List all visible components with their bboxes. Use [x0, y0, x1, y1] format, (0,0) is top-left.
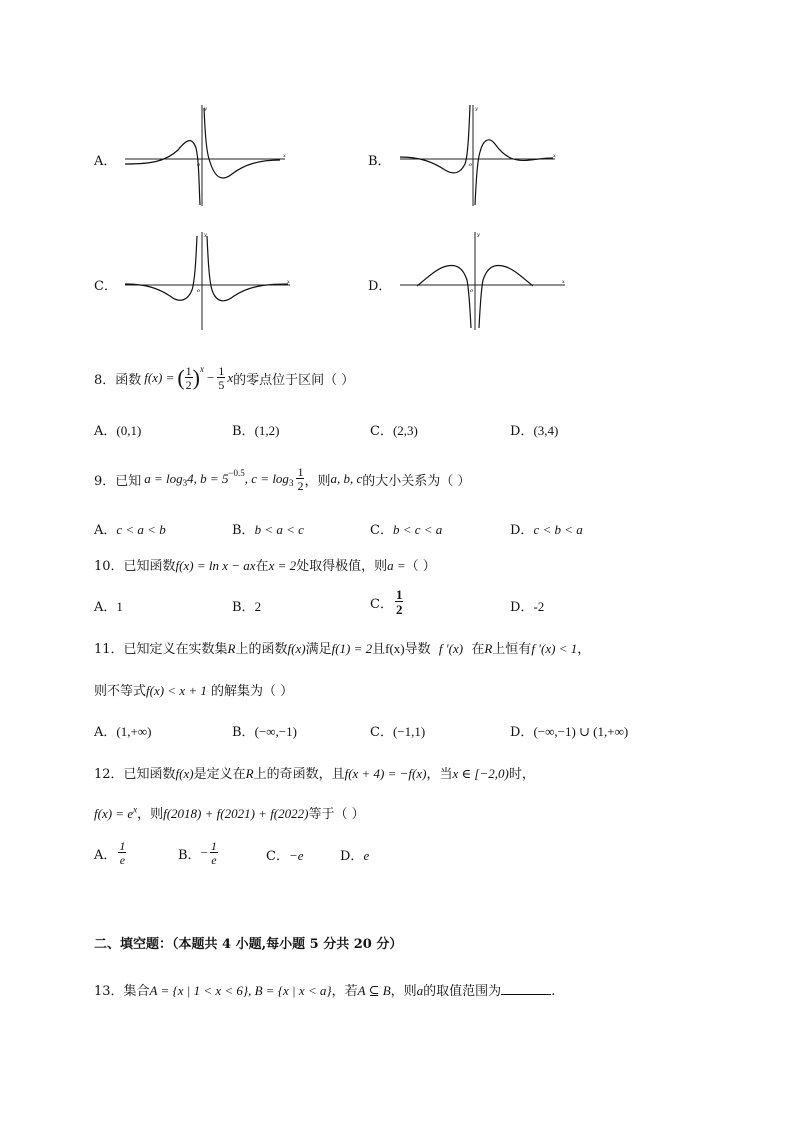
q12-stem-line2: $f(x) = e^x$，则f(2018) + f(2021) + f(2022)等于（ ）: [94, 804, 365, 822]
q11-option-c[interactable]: C．(−1,1): [370, 724, 426, 740]
q10-option-b[interactable]: B．2: [232, 599, 262, 615]
q10-stem: 10．已知函数f(x) = ln x − ax在x = 2处取得极值，则a =（ ）: [94, 558, 436, 574]
q8-fifth: $\frac{1}{5}$: [218, 364, 225, 392]
q9-a-def: a = log: [144, 471, 183, 486]
q7-a-x: x: [283, 153, 286, 159]
q9-tail2: 的大小关系为（ ）: [362, 473, 471, 489]
q7-b-origin: o: [469, 162, 473, 168]
q7-c-x: x: [287, 279, 290, 285]
q11-option-a[interactable]: A．(1,+∞): [94, 724, 152, 740]
q12-option-c[interactable]: C．−e: [266, 848, 304, 864]
q7-c-origin: o: [197, 288, 201, 294]
q11-stem-line2: 则不等式f(x) < x + 1 的解集为（ ）: [94, 683, 294, 699]
q7-c-y: y: [204, 232, 207, 238]
q7-a-origin: o: [197, 162, 201, 168]
q9-vars: a, b, c: [330, 471, 363, 486]
q7-option-b-label[interactable]: B．: [368, 154, 391, 169]
q7-d-y: y: [477, 232, 480, 238]
q10-option-a[interactable]: A．1: [94, 599, 123, 615]
q10-func: f(x) = ln x − ax: [175, 558, 256, 573]
q9-stem: [94, 462, 470, 496]
q8-stem: 8．函数 f(x) = ( $\frac{1}{2}$ ) x − $\frac{1}{5}$ x 的零点位于区间（ ）: [94, 364, 355, 392]
q7-option-c-label[interactable]: C．: [94, 279, 117, 294]
q8-minus: −: [207, 370, 215, 385]
q9-option-d[interactable]: D．c < b < a: [510, 522, 583, 538]
q9-number: 9．已知: [94, 473, 142, 489]
q9-a-base: 3: [182, 478, 188, 488]
q9-option-c[interactable]: C．b < c < a: [370, 522, 443, 538]
q7-a-y: y: [204, 106, 207, 112]
q9-a-arg: 4, b = 5: [187, 471, 229, 486]
q13-answer-blank[interactable]: [501, 982, 551, 995]
q8-half: $\frac{1}{2}$: [185, 364, 192, 392]
q8-option-d[interactable]: D．(3,4): [510, 423, 559, 439]
q12-option-a[interactable]: A． $\frac{1}{e}$: [94, 839, 126, 867]
q9-c-frac: $\frac{1}{2}$: [297, 465, 304, 493]
q7-option-d-label[interactable]: D．: [368, 279, 392, 294]
q7-b-y: y: [475, 106, 478, 112]
q8-option-b[interactable]: B．(1,2): [232, 423, 280, 439]
q9-option-a[interactable]: A．c < a < b: [94, 522, 166, 538]
q8-var: x: [227, 370, 234, 385]
q9-option-b[interactable]: B．b < a < c: [232, 522, 304, 538]
q8-exp: x: [200, 364, 204, 374]
q8-option-a[interactable]: A．(0,1): [94, 423, 142, 439]
q7-d-origin: o: [470, 288, 474, 294]
q11-stem-line1: 11．已知定义在实数集R上的函数f(x)满足f(1) = 2且f(x)导数 f ′(x) 在R上恒有f ′(x) < 1，: [94, 641, 591, 657]
q7-option-a-label[interactable]: A．: [94, 154, 117, 169]
q7-graph-d[interactable]: [395, 228, 570, 333]
q10-option-d[interactable]: D．-2: [510, 599, 545, 615]
q9-tail1: ，则: [304, 473, 331, 489]
q12-option-b[interactable]: B． − $\frac{1}{e}$: [178, 839, 217, 867]
q7-b-x: x: [553, 153, 556, 159]
q8-option-c[interactable]: C．(2,3): [370, 423, 418, 439]
q8-number: 8．函数: [94, 372, 142, 388]
q9-b-exp: −0.5: [228, 468, 245, 478]
q10-number: 10．已知函数: [94, 559, 176, 574]
q7-d-x: x: [562, 279, 565, 285]
section-2-title: 二、填空题：（本题共 4 小题,每小题 5 分共 20 分）: [94, 937, 403, 952]
q12-option-d[interactable]: D．e: [340, 848, 370, 864]
q9-c-def: , c = log: [244, 471, 289, 486]
q10-option-c[interactable]: C． $\frac{1}{2}$: [370, 587, 403, 617]
q11-option-d[interactable]: D．(−∞,−1) ∪ (1,+∞): [510, 724, 629, 740]
q9-c-base: 3: [288, 478, 294, 488]
q12-stem-line1: 12．已知函数f(x)是定义在R上的奇函数，且f(x + 4) = −f(x)，当x ∈ [−2,0)时，: [94, 766, 535, 782]
q10-cond: x = 2: [268, 558, 297, 573]
q8-tail: 的零点位于区间（ ）: [233, 372, 355, 388]
q7-graph-b[interactable]: [395, 100, 570, 210]
q13-stem: 13．集合A = {x | 1 < x < 6}, B = {x | x < a}，若A ⊆ B，则a的取值范围为 .: [94, 983, 556, 999]
q7-graph-a[interactable]: [120, 100, 295, 210]
q7-graph-c[interactable]: [120, 228, 295, 333]
q8-func: f(x) =: [144, 370, 175, 385]
q11-option-b[interactable]: B．(−∞,−1): [232, 724, 297, 740]
